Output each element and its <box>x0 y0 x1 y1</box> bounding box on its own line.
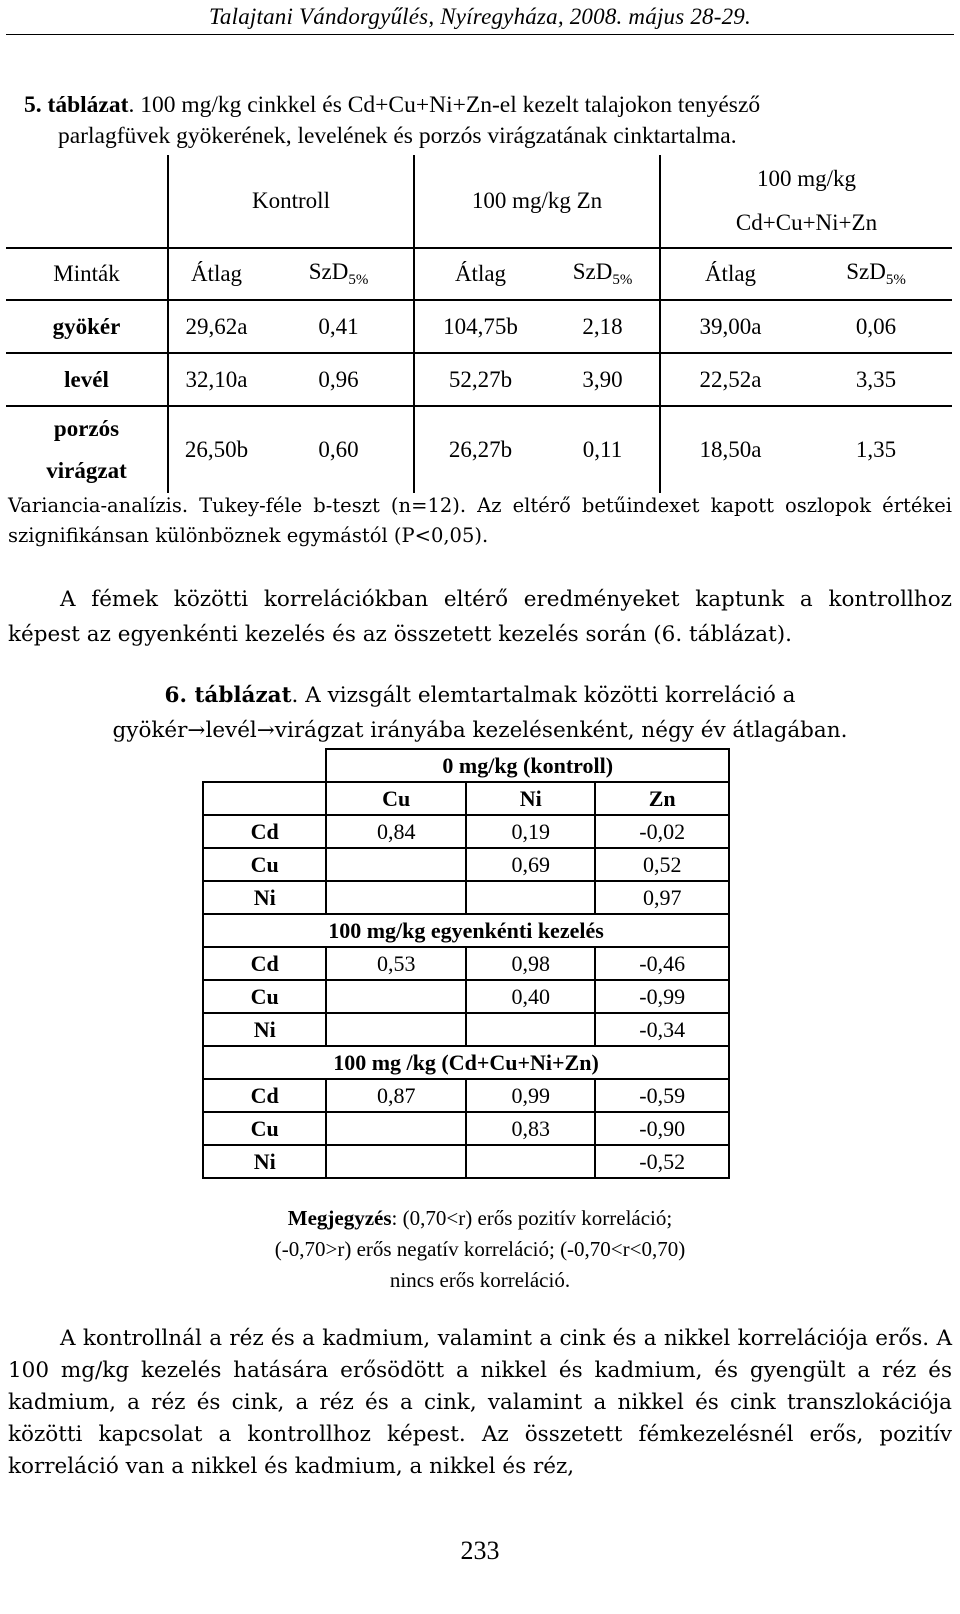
table6-label: 6. táblázat <box>164 683 292 708</box>
table6-cell <box>466 881 596 914</box>
table5-header-szd-1 <box>264 248 414 300</box>
table5-cell: 52,27b <box>414 353 546 406</box>
table5-caption-line2: parlagfüvek gyökerének, levelének és porzós virágzatának cinktartalma. <box>58 123 737 149</box>
table5-header-atlag-1: Átlag <box>168 248 264 300</box>
table5-caption-line1: . 100 mg/kg cinkkel és Cd+Cu+Ni+Zn-el kezelt talajokon tenyésző <box>128 92 761 118</box>
header-rule <box>6 34 954 35</box>
table5-cell: 3,90 <box>546 353 660 406</box>
table6-empty <box>203 782 326 815</box>
table6-cell <box>326 881 465 914</box>
table5-header-mintak: Minták <box>6 248 168 300</box>
table6-note-label: Megjegyzés <box>287 1206 392 1230</box>
table5-header-atlag-3: Átlag <box>660 248 800 300</box>
table5-group-mixed-line2: Cd+Cu+Ni+Zn <box>735 210 878 235</box>
table6-cell <box>326 1145 465 1178</box>
table5-cell: 104,75b <box>414 300 546 353</box>
table6-group-title: 100 mg /kg (Cd+Cu+Ni+Zn) <box>203 1046 729 1079</box>
szd-text: SzD <box>846 259 886 284</box>
table5-cell: 0,60 <box>264 406 414 493</box>
table5-row-label-line2: virágzat <box>46 458 127 483</box>
table5-cell: 29,62a <box>168 300 264 353</box>
table6-col-header-row <box>203 782 729 815</box>
table6-row <box>203 1145 729 1178</box>
table5-group-kontroll: Kontroll <box>168 155 414 248</box>
paragraph-1: A fémek közötti korrelációkban eltérő eredményeket kaptunk a kontrollhoz képest az egyenkénti kezelés és az összetett kezelés során (6. táblázat). <box>8 587 952 647</box>
table6-group-title: 100 mg/kg egyenkénti kezelés <box>203 914 729 947</box>
table6-caption <box>0 678 960 748</box>
table6-cell: -0,46 <box>595 947 729 980</box>
table5-row-gyoker <box>6 300 952 353</box>
table6-cell: -0,90 <box>595 1112 729 1145</box>
table6-note-line3: nincs erős korreláció. <box>389 1268 571 1292</box>
table6-cell <box>326 848 465 881</box>
table6-cell <box>466 1145 596 1178</box>
szd-text: SzD <box>572 259 613 284</box>
table5-cell: 26,27b <box>414 406 546 493</box>
table5-corner <box>6 155 168 248</box>
page-number: 233 <box>460 1536 500 1565</box>
table6-row-label: Ni <box>203 881 326 914</box>
table6-group-title: 0 mg/kg (kontroll) <box>326 749 729 782</box>
table5-row-label: levél <box>64 366 109 392</box>
table5-row-label-line1: porzós <box>53 416 120 441</box>
table6-cell: -0,59 <box>595 1079 729 1112</box>
table6-cell: 0,83 <box>466 1112 596 1145</box>
table6-row-label: Cu <box>203 980 326 1013</box>
table6-cell: -0,99 <box>595 980 729 1013</box>
table6-col-header: Ni <box>466 782 596 815</box>
table5-group-header-row <box>6 155 952 248</box>
table6-row <box>203 1079 729 1112</box>
table5-cell: 3,35 <box>800 353 952 406</box>
table5-group-mixed <box>660 155 952 248</box>
table5-header-szd-2 <box>546 248 660 300</box>
table6-cell: 0,84 <box>326 815 465 848</box>
table6-caption-line1: . A vizsgált elemtartalmak közötti korreláció a <box>291 683 796 708</box>
table6-row-label: Cd <box>203 947 326 980</box>
table6-row-label: Ni <box>203 1013 326 1046</box>
table6-cell: 0,69 <box>466 848 596 881</box>
table5-group-zn: 100 mg/kg Zn <box>414 155 660 248</box>
table5-cell: 0,41 <box>264 300 414 353</box>
table6-top-row <box>203 749 729 782</box>
table6-row-label: Cd <box>203 1079 326 1112</box>
table6-cell: 0,99 <box>466 1079 596 1112</box>
table6-cell: 0,53 <box>326 947 465 980</box>
table6-cell <box>466 1013 596 1046</box>
table5-cell: 0,06 <box>800 300 952 353</box>
table6-note-line2: (-0,70>r) erős negatív korreláció; (-0,70<r<0,70) <box>274 1237 686 1261</box>
szd-text: SzD <box>308 259 349 284</box>
running-header: Talajtani Vándorgyűlés, Nyíregyháza, 2008. május 28-29. <box>209 4 751 29</box>
table6-row <box>203 980 729 1013</box>
table5-cell: 0,11 <box>546 406 660 493</box>
table6-row <box>203 1013 729 1046</box>
table5 <box>6 155 952 493</box>
table5-header-atlag-2: Átlag <box>414 248 546 300</box>
table5-label: 5. táblázat <box>24 92 129 118</box>
table6-group-row <box>203 1046 729 1079</box>
table6-cell: 0,40 <box>466 980 596 1013</box>
table5-group-mixed-line1: 100 mg/kg <box>756 166 857 191</box>
table6-note <box>0 1203 960 1296</box>
szd-subscript: 5% <box>612 272 633 288</box>
szd-subscript: 5% <box>885 272 906 288</box>
table6-row-label: Cu <box>203 1112 326 1145</box>
table6-caption-line2: gyökér→levél→virágzat irányába kezelésenként, négy év átlagában. <box>112 718 848 743</box>
table6-cell <box>326 1013 465 1046</box>
table6-row-label: Cu <box>203 848 326 881</box>
table5-sub-header-row <box>6 248 952 300</box>
table5-row-porzos <box>6 406 952 493</box>
table5-cell: 26,50b <box>168 406 264 493</box>
paragraph-2 <box>8 1323 952 1483</box>
table5-cell: 32,10a <box>168 353 264 406</box>
table6-row <box>203 815 729 848</box>
table6-cell: -0,52 <box>595 1145 729 1178</box>
table6-cell: 0,19 <box>466 815 596 848</box>
table6-cell <box>326 980 465 1013</box>
table5-row-label: gyökér <box>52 313 121 339</box>
table5-header-szd-3 <box>800 248 952 300</box>
table6-cell: -0,34 <box>595 1013 729 1046</box>
table5-row-level <box>6 353 952 406</box>
table5-note: Variancia-analízis. Tukey-féle b-teszt (n=12). Az eltérő betűindexet kapott oszlopok értékei szignifikánsan különböznek egymástól (P<0,05). <box>8 494 952 547</box>
table6-corner <box>203 749 326 782</box>
table6-row <box>203 1112 729 1145</box>
table6-cell: -0,02 <box>595 815 729 848</box>
table6-row <box>203 881 729 914</box>
table6-col-header: Zn <box>595 782 729 815</box>
table5-cell: 18,50a <box>660 406 800 493</box>
table6-note-line1: : (0,70<r) erős pozitív korreláció; <box>391 1206 673 1230</box>
table5-caption <box>24 90 944 152</box>
table6-row-label: Cd <box>203 815 326 848</box>
table6-group-row <box>203 914 729 947</box>
table5-cell: 39,00a <box>660 300 800 353</box>
paragraph-2-text: A kontrollnál a réz és a kadmium, valamint a cink és a nikkel korrelációja erős. A 100 mg/kg kezelés hatására erősödött a nikkel és kadmium, és gyengült a réz és kadmium, a réz és cink, a réz és a cink, valamint a nikkel és cink transzlokációja közötti kapcsolat a kontrollhoz képest. Az összetett fémkezelésnél erős, pozitív korreláció van a nikkel és kadmium, a nikkel és réz, <box>8 1326 952 1479</box>
table6-row <box>203 848 729 881</box>
table6-row-label: Ni <box>203 1145 326 1178</box>
table6 <box>202 748 730 1179</box>
table6-cell: 0,97 <box>595 881 729 914</box>
table5-cell: 2,18 <box>546 300 660 353</box>
table6-col-header: Cu <box>326 782 465 815</box>
table6-cell: 0,52 <box>595 848 729 881</box>
szd-subscript: 5% <box>348 272 369 288</box>
table6-cell: 0,98 <box>466 947 596 980</box>
table5-cell: 1,35 <box>800 406 952 493</box>
table6-cell: 0,87 <box>326 1079 465 1112</box>
table6-cell <box>326 1112 465 1145</box>
table6-row <box>203 947 729 980</box>
table5-cell: 22,52a <box>660 353 800 406</box>
table5-cell: 0,96 <box>264 353 414 406</box>
